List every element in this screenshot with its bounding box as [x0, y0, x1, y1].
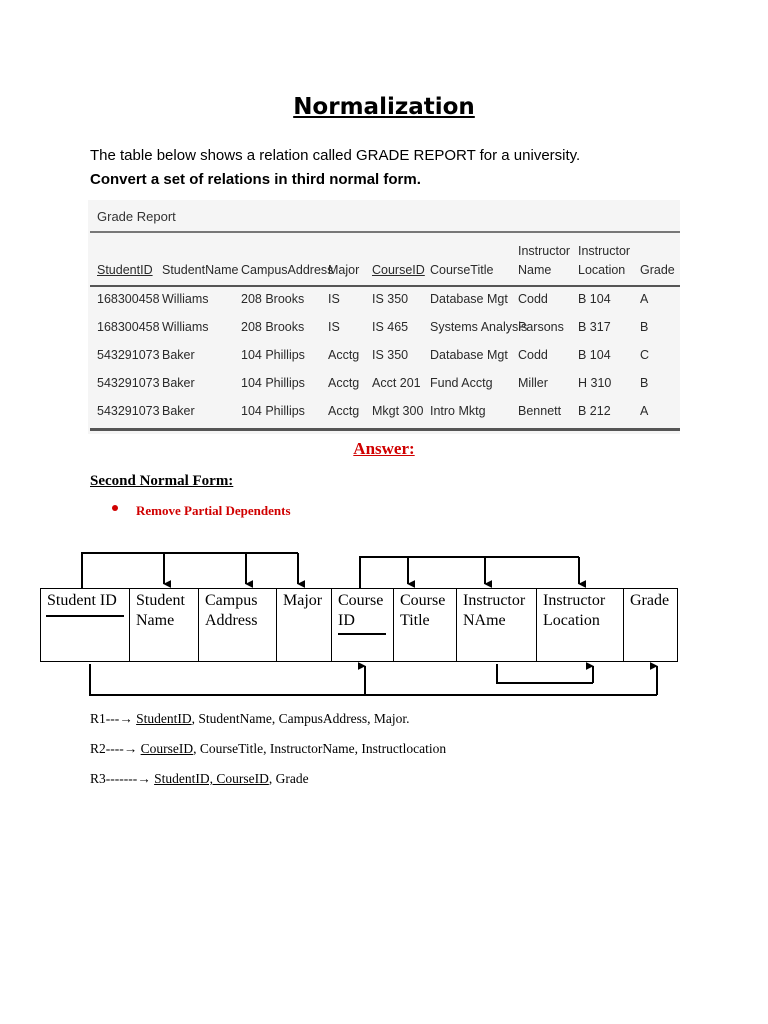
- cell-major: Acctg: [328, 404, 360, 418]
- cell-campusaddress: 104 Phillips: [241, 376, 305, 390]
- cell-studentname: Baker: [162, 348, 195, 362]
- cell-label: Major: [283, 592, 323, 609]
- cell-label: Student: [136, 592, 185, 609]
- cell-coursetitle: Database Mgt: [430, 292, 508, 306]
- cell-instructor-location: H 310: [578, 376, 612, 390]
- course-id-key-underline: [338, 633, 386, 635]
- header-instructor-location-2: Location: [578, 263, 626, 277]
- cell-courseid: Mkgt 300: [372, 404, 424, 418]
- cell-student-id: [40, 588, 130, 662]
- header-instructor-location-1: Instructor: [578, 244, 631, 258]
- cell-grade: A: [640, 404, 649, 418]
- cell-instructor-location: B 317: [578, 320, 611, 334]
- student-dependency-arrow: [82, 553, 298, 588]
- cell-courseid: IS 350: [372, 348, 409, 362]
- cell-course-title: [393, 588, 457, 662]
- cell-label-2: Title: [400, 612, 430, 629]
- cell-coursetitle: Database Mgt: [430, 348, 508, 362]
- header-instructor-name-1: Instructor: [518, 244, 571, 258]
- relation-attributes: , Grade: [268, 771, 309, 786]
- answer-heading: Answer:: [353, 439, 415, 458]
- task-text: Convert a set of relations in third normal form.: [90, 171, 421, 188]
- header-campusaddress: CampusAddress: [241, 263, 334, 277]
- cell-label: Campus: [205, 592, 258, 609]
- header-coursetitle: CourseTitle: [430, 263, 494, 277]
- cell-instructor-name: Miller: [518, 376, 548, 390]
- header-major: Major: [328, 263, 360, 277]
- cell-studentname: Williams: [162, 292, 209, 306]
- student-id-key-underline: [46, 615, 124, 617]
- cell-studentid: 168300458: [97, 292, 160, 306]
- cell-studentname: Baker: [162, 404, 195, 418]
- cell-instructor-name: Bennett: [518, 404, 562, 418]
- cell-grade: B: [640, 376, 649, 390]
- cell-label: Grade: [630, 592, 670, 609]
- cell-label: Student ID: [47, 592, 117, 609]
- cell-major: IS: [328, 320, 340, 334]
- header-instructor-name-2: Name: [518, 263, 552, 277]
- relation-r3: [90, 771, 309, 787]
- cell-grade: C: [640, 348, 650, 362]
- table-top-rule: [90, 231, 680, 233]
- cell-campusaddress: 208 Brooks: [241, 292, 305, 306]
- cell-studentid: 543291073: [97, 404, 160, 418]
- cell-campusaddress: 104 Phillips: [241, 348, 305, 362]
- cell-label: Instructor: [463, 592, 526, 609]
- intro-text: The table below shows a relation called GRADE REPORT for a university.: [90, 147, 581, 164]
- page-title: Normalization: [293, 94, 475, 120]
- instructor-location-arrow: [497, 664, 593, 683]
- cell-campus-address: [198, 588, 277, 662]
- cell-label-2: NAme: [463, 612, 506, 629]
- grade-report-figure: [88, 200, 680, 434]
- cell-major: Acctg: [328, 376, 360, 390]
- cell-courseid: Acct 201: [372, 376, 421, 390]
- cell-instructor-name: Codd: [518, 292, 548, 306]
- cell-studentid: 543291073: [97, 348, 160, 362]
- relation-key: StudentID, CourseID: [154, 771, 269, 786]
- cell-campusaddress: 104 Phillips: [241, 404, 305, 418]
- table-bottom-rule: [90, 428, 680, 431]
- cell-instructor-name: Codd: [518, 348, 548, 362]
- cell-studentid: 168300458: [97, 320, 160, 334]
- cell-instructor-location: B 104: [578, 348, 611, 362]
- cell-major: [276, 588, 332, 662]
- cell-courseid: IS 465: [372, 320, 409, 334]
- cell-campusaddress: 208 Brooks: [241, 320, 305, 334]
- relation-prefix: R2----→: [90, 741, 141, 756]
- cell-coursetitle: Systems Analysis: [430, 320, 528, 334]
- cell-label-2: ID: [338, 612, 355, 629]
- relation-r1: [90, 711, 409, 727]
- cell-student-name: [129, 588, 199, 662]
- cell-major: IS: [328, 292, 340, 306]
- cell-coursetitle: Fund Acctg: [430, 376, 493, 390]
- cell-coursetitle: Intro Mktg: [430, 404, 486, 418]
- course-dependency-arrow: [360, 557, 579, 588]
- cell-instructor-location: B 212: [578, 404, 611, 418]
- grade-dependency-arrow: [90, 664, 657, 695]
- relation-prefix: R3-------→: [90, 771, 155, 786]
- relation-r2: [90, 741, 446, 757]
- cell-instructor-name: Parsons: [518, 320, 564, 334]
- relation-attributes: , StudentName, CampusAddress, Major.: [191, 711, 410, 726]
- header-grade: Grade: [640, 263, 675, 277]
- cell-studentname: Williams: [162, 320, 209, 334]
- cell-label-2: Address: [205, 612, 258, 629]
- cell-grade: [623, 588, 678, 662]
- section-heading: Second Normal Form:: [90, 473, 234, 489]
- cell-label: Instructor: [543, 592, 606, 609]
- cell-instructor-location: [536, 588, 624, 662]
- cell-label-2: Name: [136, 612, 175, 629]
- cell-courseid: IS 350: [372, 292, 409, 306]
- cell-course-id: [331, 588, 394, 662]
- dependency-diagram: [40, 588, 678, 662]
- relation-key: StudentID: [136, 711, 192, 726]
- relation-key: CourseID: [140, 741, 194, 756]
- cell-studentid: 543291073: [97, 376, 160, 390]
- relation-attributes: , CourseTitle, InstructorName, Instructlocation: [193, 741, 447, 756]
- header-studentname: StudentName: [162, 263, 239, 277]
- table-header-rule: [90, 285, 680, 287]
- bullet-text: Remove Partial Dependents: [136, 503, 291, 518]
- relation-prefix: R1---→: [90, 711, 137, 726]
- cell-major: Acctg: [328, 348, 360, 362]
- cell-instructor-name: [456, 588, 537, 662]
- cell-grade: B: [640, 320, 649, 334]
- cell-grade: A: [640, 292, 649, 306]
- cell-instructor-location: B 104: [578, 292, 611, 306]
- cell-label-2: Location: [543, 612, 600, 629]
- cell-studentname: Baker: [162, 376, 195, 390]
- cell-label: Course: [400, 592, 446, 609]
- bullet-dot: [112, 505, 118, 511]
- header-courseid: CourseID: [372, 263, 425, 277]
- grade-report-caption: Grade Report: [97, 209, 176, 224]
- cell-label: Course: [338, 592, 384, 609]
- header-studentid: StudentID: [97, 263, 153, 277]
